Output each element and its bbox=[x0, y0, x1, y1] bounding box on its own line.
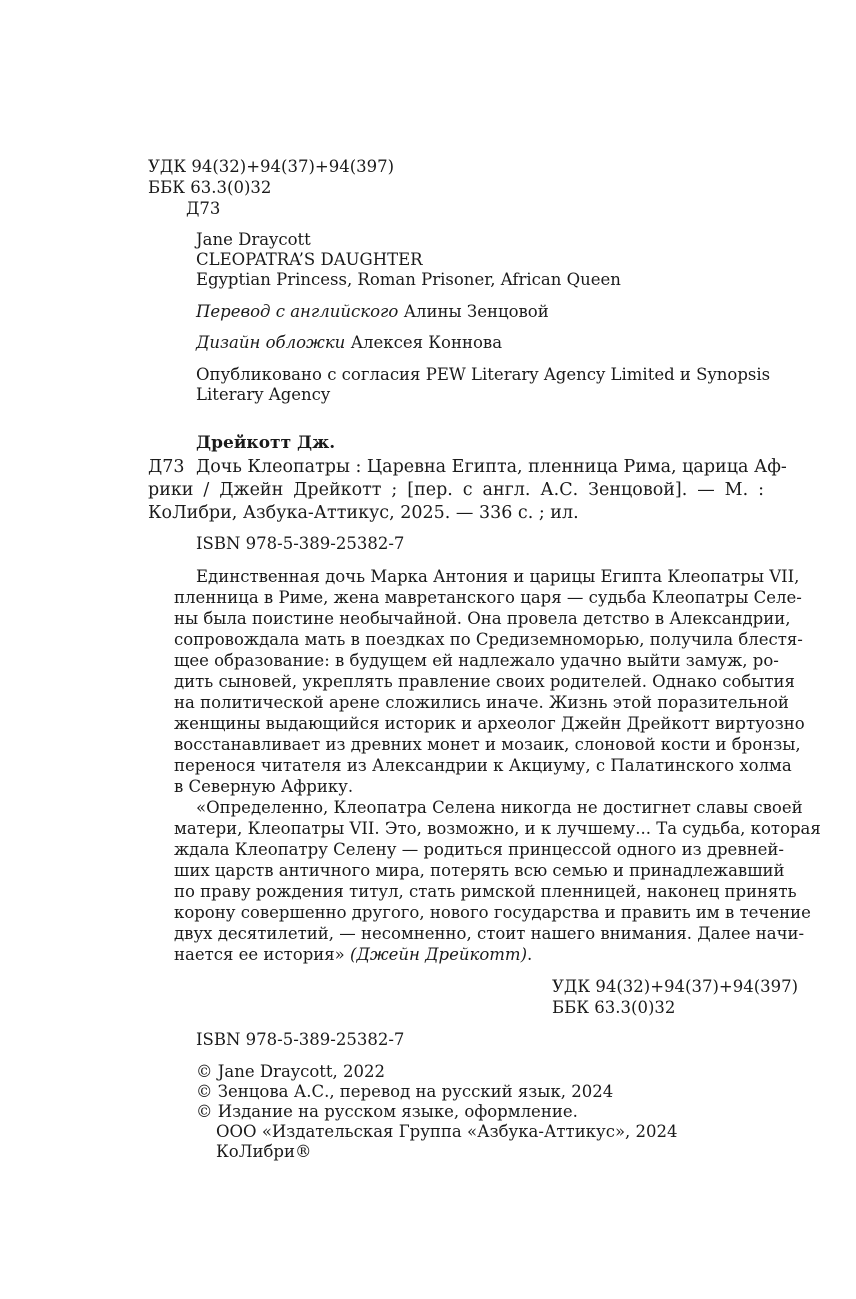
quote-line: по праву рождения титул, стать римской пленницей, наконец принять bbox=[174, 882, 797, 901]
footer-bbk-code: ББК 63.3(0)32 bbox=[552, 998, 676, 1017]
copyright-isbn: ISBN 978-5-389-25382-7 bbox=[196, 1030, 405, 1049]
quote-line: «Определенно, Клеопатра Селена никогда не достигнет славы своей bbox=[196, 798, 803, 817]
bibliographic-line: Дочь Клеопатры : Царевна Египта, пленница Рима, царица Аф- bbox=[196, 457, 787, 477]
annotation-line: дить сыновей, укреплять правление своих родителей. Однако события bbox=[174, 672, 795, 691]
quote-attribution: (Джейн Дрейкотт) bbox=[350, 945, 528, 964]
annotation-line: щее образование: в будущем ей надлежало удачно выйти замуж, ро- bbox=[174, 651, 779, 670]
original-author: Jane Draycott bbox=[196, 230, 311, 249]
copyright-line: ООО «Издательская Группа «Азбука-Аттикус», 2024 bbox=[216, 1122, 678, 1141]
quote-line: ждала Клеопатру Селену — родиться принцессой одного из древней- bbox=[174, 840, 784, 859]
bibliographic-line: КоЛибри, Азбука-Аттикус, 2025. — 336 с. ; ил. bbox=[148, 503, 579, 523]
publication-permission-line2: Literary Agency bbox=[196, 385, 331, 404]
translator-name: Алины Зенцовой bbox=[403, 302, 549, 321]
quote-text: нается ее история» bbox=[174, 945, 351, 964]
bbk-code: ББК 63.3(0)32 bbox=[148, 178, 272, 197]
quote-line-last bbox=[174, 945, 532, 965]
bibliographic-isbn: ISBN 978-5-389-25382-7 bbox=[196, 534, 405, 553]
annotation-line: сопровождала мать в поездках по Средиземноморью, получила блестя- bbox=[174, 630, 803, 649]
author-mark: Д73 bbox=[186, 199, 221, 218]
annotation-line: Единственная дочь Марка Антония и царицы Египта Клеопатры VII, bbox=[196, 567, 800, 586]
quote-line: матери, Клеопатры VII. Это, возможно, и к лучшему... Та судьба, которая bbox=[174, 819, 821, 838]
bibliographic-heading: Дрейкотт Дж. bbox=[196, 433, 336, 453]
quote-line: двух десятилетий, — несомненно, стоит нашего внимания. Далее начи- bbox=[174, 924, 805, 943]
translation-credit bbox=[196, 302, 549, 322]
bibliographic-mark: Д73 bbox=[148, 457, 185, 477]
designer-name: Алексея Коннова bbox=[350, 333, 503, 352]
annotation-line: в Северную Африку. bbox=[174, 777, 354, 796]
design-credit bbox=[196, 333, 502, 353]
footer-udk-code: УДК 94(32)+94(37)+94(397) bbox=[552, 977, 799, 996]
bibliographic-line: рики / Джейн Дрейкотт ; [пер. с англ. А.С. Зенцовой]. — М. : bbox=[148, 480, 764, 500]
copyright-line: © Зенцова А.С., перевод на русский язык, 2024 bbox=[196, 1082, 614, 1101]
copyright-line: © Издание на русском языке, оформление. bbox=[196, 1102, 578, 1121]
quote-line: корону совершенно другого, нового государства и править им в течение bbox=[174, 903, 811, 922]
original-subtitle: Egyptian Princess, Roman Prisoner, African Queen bbox=[196, 270, 621, 289]
copyright-line: КоЛибри® bbox=[216, 1142, 312, 1161]
annotation-line: женщины выдающийся историк и археолог Джейн Дрейкотт виртуозно bbox=[174, 714, 805, 733]
translation-label: Перевод с английского bbox=[196, 302, 399, 321]
quote-period: . bbox=[527, 945, 533, 964]
copyright-line: © Jane Draycott, 2022 bbox=[196, 1062, 386, 1081]
annotation-line: ны была поистине необычайной. Она провела детство в Александрии, bbox=[174, 609, 791, 628]
annotation-line: перенося читателя из Александрии к Акциуму, с Палатинского холма bbox=[174, 756, 792, 775]
annotation-line: восстанавливает из древних монет и мозаик, слоновой кости и бронзы, bbox=[174, 735, 801, 754]
publication-permission-line1: Опубликовано с согласия PEW Literary Agency Limited и Synopsis bbox=[196, 365, 771, 384]
annotation-line: на политической арене сложились иначе. Жизнь этой поразительной bbox=[174, 693, 789, 712]
design-label: Дизайн обложки bbox=[196, 333, 346, 352]
udk-code: УДК 94(32)+94(37)+94(397) bbox=[148, 157, 395, 176]
original-title: CLEOPATRA’S DAUGHTER bbox=[196, 250, 423, 269]
quote-line: ших царств античного мира, потерять всю семью и принадлежавший bbox=[174, 861, 785, 880]
annotation-line: пленница в Риме, жена мавретанского царя — судьба Клеопатры Селе- bbox=[174, 588, 802, 607]
